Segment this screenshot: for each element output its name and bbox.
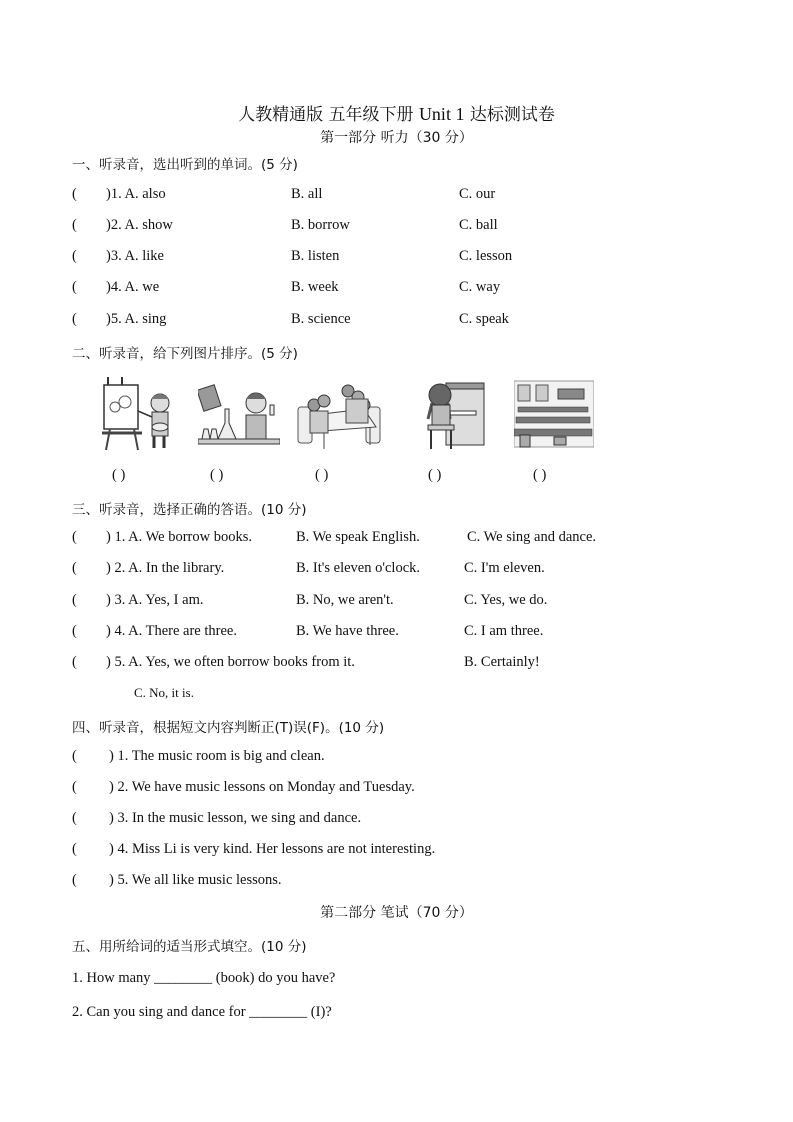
picture-row — [0, 375, 793, 455]
option-c: C. ball — [459, 217, 498, 233]
option-a: )2. A. show — [106, 217, 173, 233]
section-one-heading: 一、听录音，选出听到的单词。(5 分) — [72, 157, 298, 173]
answer-paren[interactable]: ( — [72, 217, 77, 233]
answer-paren[interactable]: ( — [72, 872, 77, 888]
option-a: ) 5. A. Yes, we often borrow books from it. — [106, 654, 355, 670]
answer-paren[interactable]: ( — [72, 560, 77, 576]
option-c: C. Yes, we do. — [464, 592, 548, 608]
classroom-picture — [514, 375, 594, 453]
option-a: ) 2. A. In the library. — [106, 560, 225, 576]
answer-paren[interactable]: ( — [72, 311, 77, 327]
picture-blank-1[interactable]: ( ) — [112, 467, 126, 483]
answer-paren[interactable]: ( — [72, 248, 77, 264]
exam-title — [0, 100, 793, 125]
answer-paren[interactable]: ( — [72, 810, 77, 826]
answer-paren[interactable]: ( — [72, 654, 77, 670]
option-b: B. It's eleven o'clock. — [296, 560, 421, 576]
painting-picture — [100, 375, 180, 453]
option-c: C. our — [459, 186, 496, 202]
option-b: B. We speak English. — [296, 529, 420, 545]
meeting-table-picture — [296, 375, 382, 453]
option-a: )3. A. like — [106, 248, 164, 264]
title-suffix: 达标测试卷 — [464, 105, 555, 125]
answer-paren[interactable]: ( — [72, 779, 77, 795]
answer-paren[interactable]: ( — [72, 529, 77, 545]
answer-paren[interactable]: ( — [72, 623, 77, 639]
option-c: C. We sing and dance. — [467, 529, 597, 545]
option-a: )1. A. also — [106, 186, 166, 202]
statement: ) 5. We all like music lessons. — [109, 872, 282, 888]
science-lab-picture — [198, 375, 280, 453]
part-one-heading: 第一部分 听力（30 分） — [320, 130, 473, 146]
option-b: B. science — [291, 311, 351, 327]
answer-paren[interactable]: ( — [72, 748, 77, 764]
answer-paren[interactable]: ( — [72, 186, 77, 202]
option-a: )5. A. sing — [106, 311, 167, 327]
option-c: C. lesson — [459, 248, 513, 264]
option-b: B. Certainly! — [464, 654, 540, 670]
section-two-heading: 二、听录音，给下列图片排序。(5 分) — [72, 346, 298, 362]
statement: ) 2. We have music lessons on Monday and Tuesday. — [109, 779, 415, 795]
option-b: B. We have three. — [296, 623, 399, 639]
option-c: C. I'm eleven. — [464, 560, 545, 576]
option-a: ) 1. A. We borrow books. — [106, 529, 252, 545]
option-b: B. week — [291, 279, 339, 295]
statement: ) 4. Miss Li is very kind. Her lessons are not interesting. — [109, 841, 436, 857]
picture-blank-5[interactable]: ( ) — [533, 467, 547, 483]
option-a: ) 3. A. Yes, I am. — [106, 592, 204, 608]
option-b: B. all — [291, 186, 323, 202]
part-two-heading: 第二部分 笔试（70 分） — [320, 905, 473, 921]
piano-picture — [424, 375, 486, 453]
answer-paren[interactable]: ( — [72, 841, 77, 857]
option-c: C. speak — [459, 311, 509, 327]
option-a: ) 4. A. There are three. — [106, 623, 237, 639]
option-c: C. way — [459, 279, 501, 295]
statement: ) 3. In the music lesson, we sing and dance. — [109, 810, 362, 826]
picture-blank-2[interactable]: ( ) — [210, 467, 224, 483]
picture-blank-4[interactable]: ( ) — [428, 467, 442, 483]
title-prefix: 人教精通版 五年级下册 — [238, 105, 419, 125]
option-c: C. No, it is. — [134, 685, 194, 700]
section-five-heading: 五、用所给词的适当形式填空。(10 分) — [72, 939, 307, 955]
statement: ) 1. The music room is big and clean. — [109, 748, 325, 764]
section-three-heading: 三、听录音，选择正确的答语。(10 分) — [72, 502, 307, 518]
option-b: B. listen — [291, 248, 340, 264]
fill-blank-item[interactable]: 2. Can you sing and dance for ________ (I)? — [72, 1004, 332, 1020]
answer-paren[interactable]: ( — [72, 279, 77, 295]
option-b: B. borrow — [291, 217, 350, 233]
fill-blank-item[interactable]: 1. How many ________ (book) do you have? — [72, 970, 336, 986]
option-b: B. No, we aren't. — [296, 592, 394, 608]
section-four-heading: 四、听录音，根据短文内容判断正(T)误(F)。(10 分) — [72, 720, 385, 736]
picture-blank-3[interactable]: ( ) — [315, 467, 329, 483]
title-unit: Unit 1 — [418, 104, 465, 124]
answer-paren[interactable]: ( — [72, 592, 77, 608]
option-c: C. I am three. — [464, 623, 544, 639]
option-a: )4. A. we — [106, 279, 160, 295]
